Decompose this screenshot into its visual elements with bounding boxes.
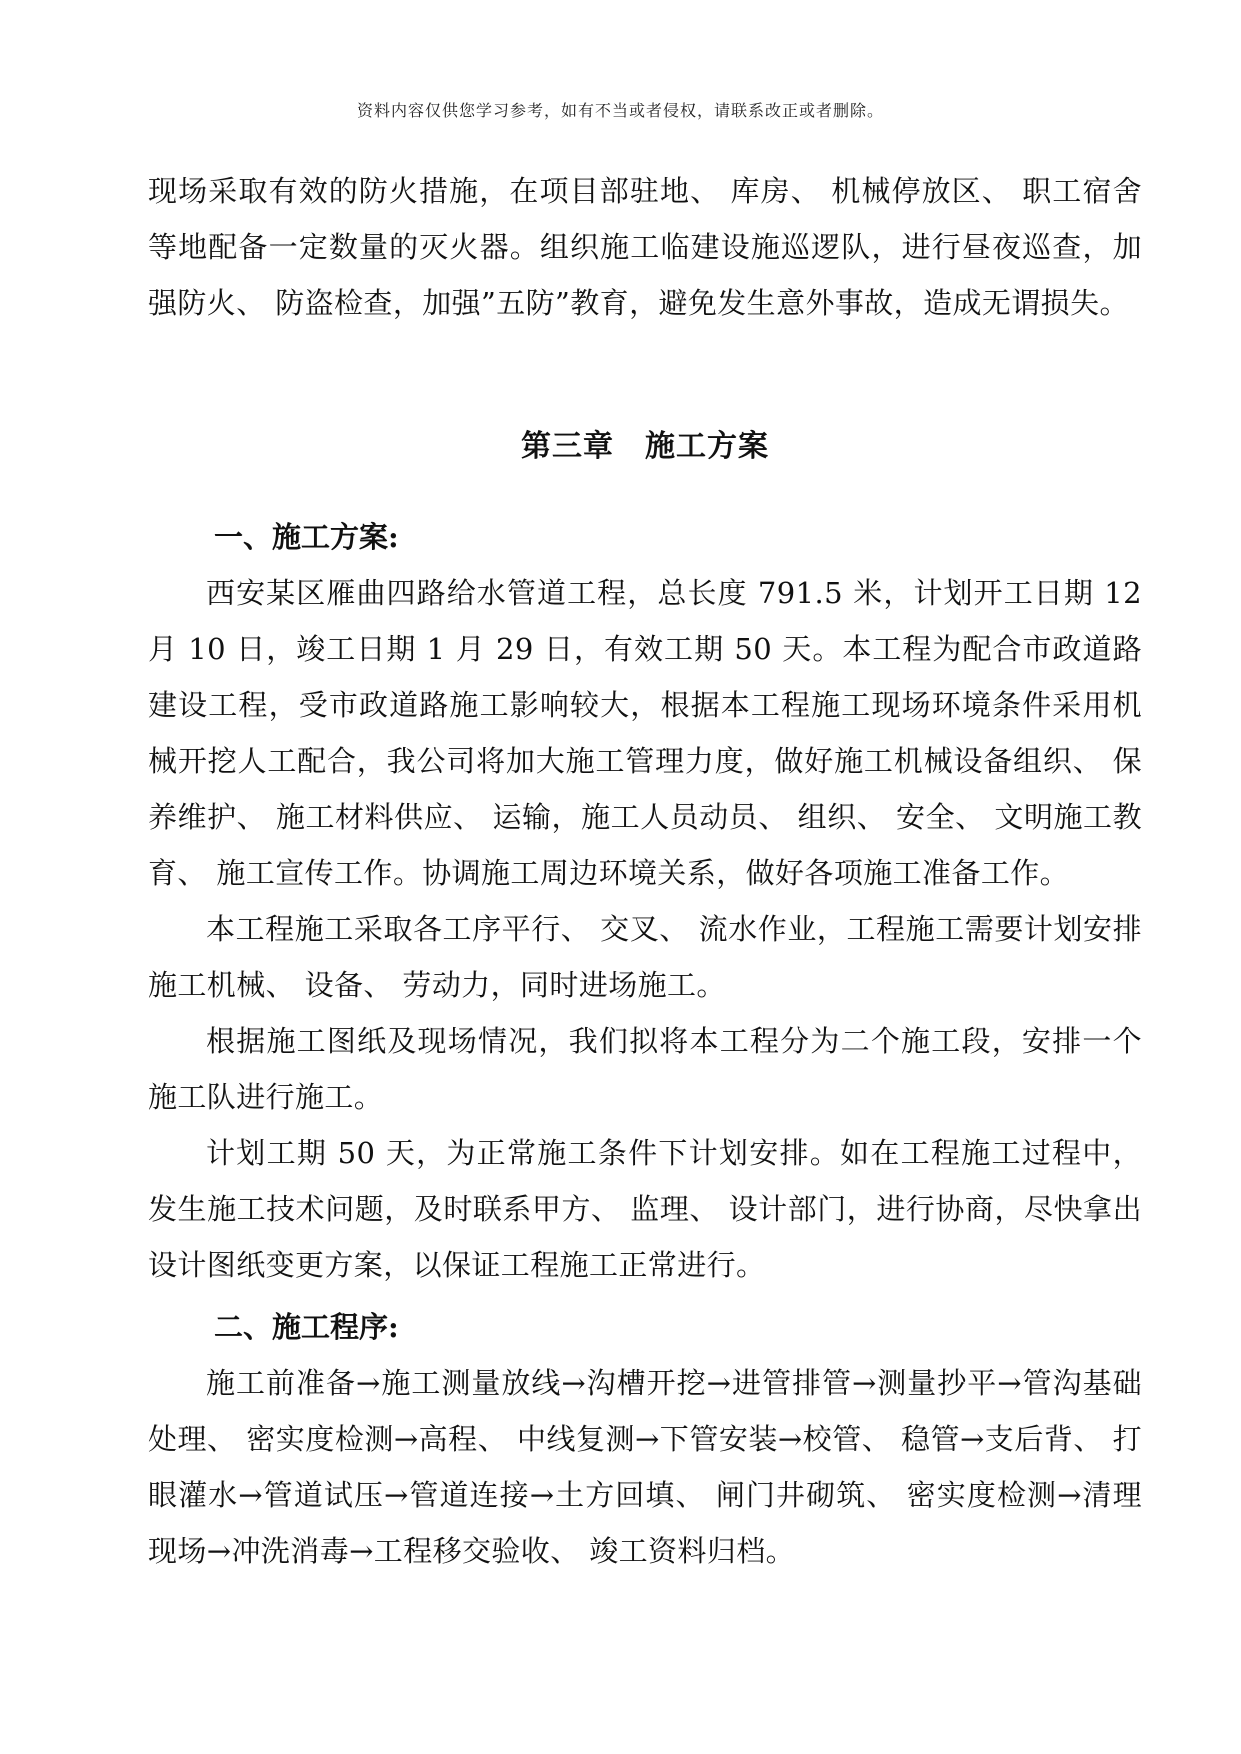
section-heading: 二、施工程序: [214,1310,399,1344]
section-heading: 一、施工方案: [214,520,399,554]
paragraph: 本工程施工采取各工序平行、 交叉、 流水作业，工程施工需要计划安排施工机械、 设备、 劳动力，同时进场施工。 [148,912,1142,1002]
page-header-note: 资料内容仅供您学习参考，如有不当或者侵权，请联系改正或者删除。 [356,101,884,120]
paragraph: 计划工期 50 天，为正常施工条件下计划安排。如在工程施工过程中，发生施工技术问题，及时联系甲方、 监理、 设计部门，进行协商，尽快拿出设计图纸变更方案，以保证工程施工正常进行。 [148,1136,1142,1282]
paragraph: 施工前准备→施工测量放线→沟槽开挖→进管排管→测量抄平→管沟基础处理、 密实度检测→高程、 中线复测→下管安装→校管、 稳管→支后背、 打眼灌水→管道试压→管道连接→土方回填、 闸门井砌筑、 密实度检测→清理现场→冲洗消毒→工程移交验收、 竣工资料归档。 [148,1366,1142,1568]
section-construction-plan [148,509,1142,1293]
intro-paragraph: 现场采取有效的防火措施，在项目部驻地、 库房、 机械停放区、 职工宿舍等地配备一定数量的灭火器。组织施工临建设施巡逻队，进行昼夜巡查，加强防火、 防盗检查，加强”五防”教育，避免发生意外事故，造成无谓损失。 [148,174,1142,320]
chapter-title: 第三章 施工方案 [521,429,769,464]
section-construction-procedure [148,1299,1142,1579]
document-body [148,163,1142,1579]
paragraph: 西安某区雁曲四路给水管道工程，总长度 791.5 米，计划开工日期 12 月 10 日，竣工日期 1 月 29 日，有效工期 50 天。本工程为配合市政道路建设工程，受市政道路施工影响较大，根据本工程施工现场环境条件采用机械开挖人工配合，我公司将加大施工管理力度，做好施工机械设备组织、 保养维护、 施工材料供应、 运输，施工人员动员、 组织、 安全、 文明施工教育、 施工宣传工作。协调施工周边环境关系，做好各项施工准备工作。 [148,576,1142,890]
paragraph: 根据施工图纸及现场情况，我们拟将本工程分为二个施工段，安排一个施工队进行施工。 [148,1024,1142,1114]
